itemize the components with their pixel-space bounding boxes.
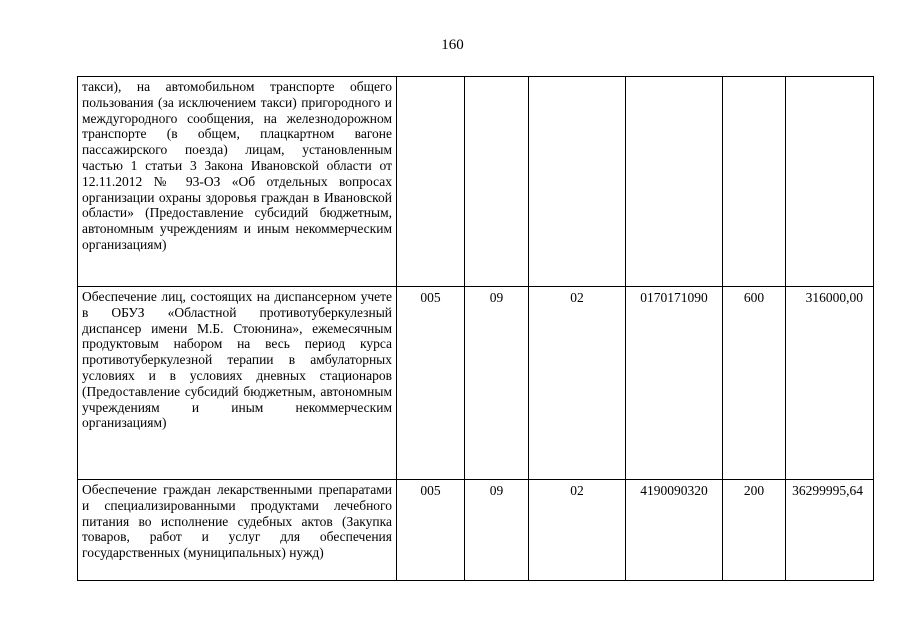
expense-type-cell	[723, 77, 786, 287]
table-row	[78, 287, 874, 480]
grbs-cell	[397, 77, 465, 287]
expense-type-cell: 200	[723, 480, 786, 581]
subsection-cell	[529, 77, 626, 287]
expense-name-cell: такси), на автомобильном транспорте общего пользования (за исключением такси) пригородного и междугородного сообщения, на железнодорожном транспорте (в общем, плацкартном вагоне пассажирского поезда) лицам, установленным частью 1 статьи 3 Закона Ивановской области от 12.11.2012 № 93-ОЗ «Об отдельных вопросах организации охраны здоровья граждан в Ивановской области» (Предоставление субсидий бюджетным, автономным учреждениям и иным некоммерческим организациям)	[78, 77, 397, 287]
subsection-cell: 02	[529, 287, 626, 480]
amount-cell	[786, 77, 874, 287]
section-cell	[465, 77, 529, 287]
amount-cell: 36299995,64	[786, 480, 874, 581]
target-article-cell: 0170171090	[626, 287, 723, 480]
table-row	[78, 480, 874, 581]
grbs-cell: 005	[397, 287, 465, 480]
table-row	[78, 77, 874, 287]
subsection-cell: 02	[529, 480, 626, 581]
budget-table	[77, 76, 874, 581]
expense-name-cell: Обеспечение граждан лекарственными препаратами и специализированными продуктами лечебного питания во исполнение судебных актов (Закупка товаров, работ и услуг для обеспечения государственных (муниципальных) нужд)	[78, 480, 397, 581]
grbs-cell: 005	[397, 480, 465, 581]
expense-name-cell: Обеспечение лиц, состоящих на диспансерном учете в ОБУЗ «Областной противотуберкулезный диспансер имени М.Б. Стоюнина», ежемесячным продуктовым набором на весь период курса противотуберкулезной терапии в амбулаторных условиях и в условиях дневных стационаров (Предоставление субсидий бюджетным, автономным учреждениям и иным некоммерческим организациям)	[78, 287, 397, 480]
page-number: 160	[441, 37, 464, 53]
target-article-cell	[626, 77, 723, 287]
section-cell: 09	[465, 480, 529, 581]
expense-type-cell: 600	[723, 287, 786, 480]
target-article-cell: 4190090320	[626, 480, 723, 581]
amount-cell: 316000,00	[786, 287, 874, 480]
section-cell: 09	[465, 287, 529, 480]
